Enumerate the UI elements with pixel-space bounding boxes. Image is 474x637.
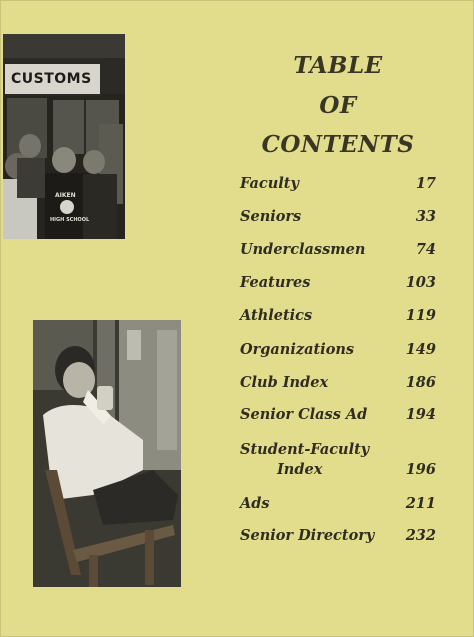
toc-label: Faculty: [240, 175, 299, 192]
toc-label: Seniors: [240, 208, 302, 225]
toc-label: Senior Class Ad: [240, 406, 368, 423]
toc-page-number: 196: [405, 461, 436, 478]
shirt-text-aiken: AIKEN: [55, 192, 76, 199]
heading-contents: CONTENTS: [261, 131, 415, 158]
toc-page-number: 103: [405, 274, 436, 291]
toc-page-number: 119: [405, 307, 436, 324]
heading-of: OF: [319, 92, 357, 119]
shirt-text-high-school: HIGH SCHOOL: [50, 217, 90, 223]
toc-page-number: 194: [405, 406, 436, 423]
toc-label-continued: Index: [277, 461, 323, 478]
heading-table: TABLE: [293, 52, 383, 79]
photo-seated-man: [33, 320, 181, 587]
photo-storefront-group: [3, 34, 125, 239]
toc-label: Features: [240, 274, 311, 291]
toc-label: Underclassmen: [240, 241, 366, 258]
toc-page-number: 17: [415, 175, 436, 192]
toc-page-number: 232: [405, 527, 436, 544]
toc-label: Senior Directory: [240, 527, 375, 544]
toc-page-number: 149: [405, 341, 436, 358]
toc-label: Student-Faculty: [240, 441, 370, 458]
customs-sign: CUSTOMS: [3, 62, 102, 96]
toc-page-number: 186: [405, 374, 436, 391]
toc-label: Club Index: [240, 374, 329, 391]
toc-label: Ads: [240, 495, 270, 512]
toc-label: Organizations: [240, 341, 355, 358]
toc-page-number: 74: [415, 241, 436, 258]
toc-page-number: 211: [405, 495, 436, 512]
seated-man-image: [33, 320, 181, 587]
toc-label: Athletics: [240, 307, 313, 324]
toc-page-number: 33: [415, 208, 436, 225]
